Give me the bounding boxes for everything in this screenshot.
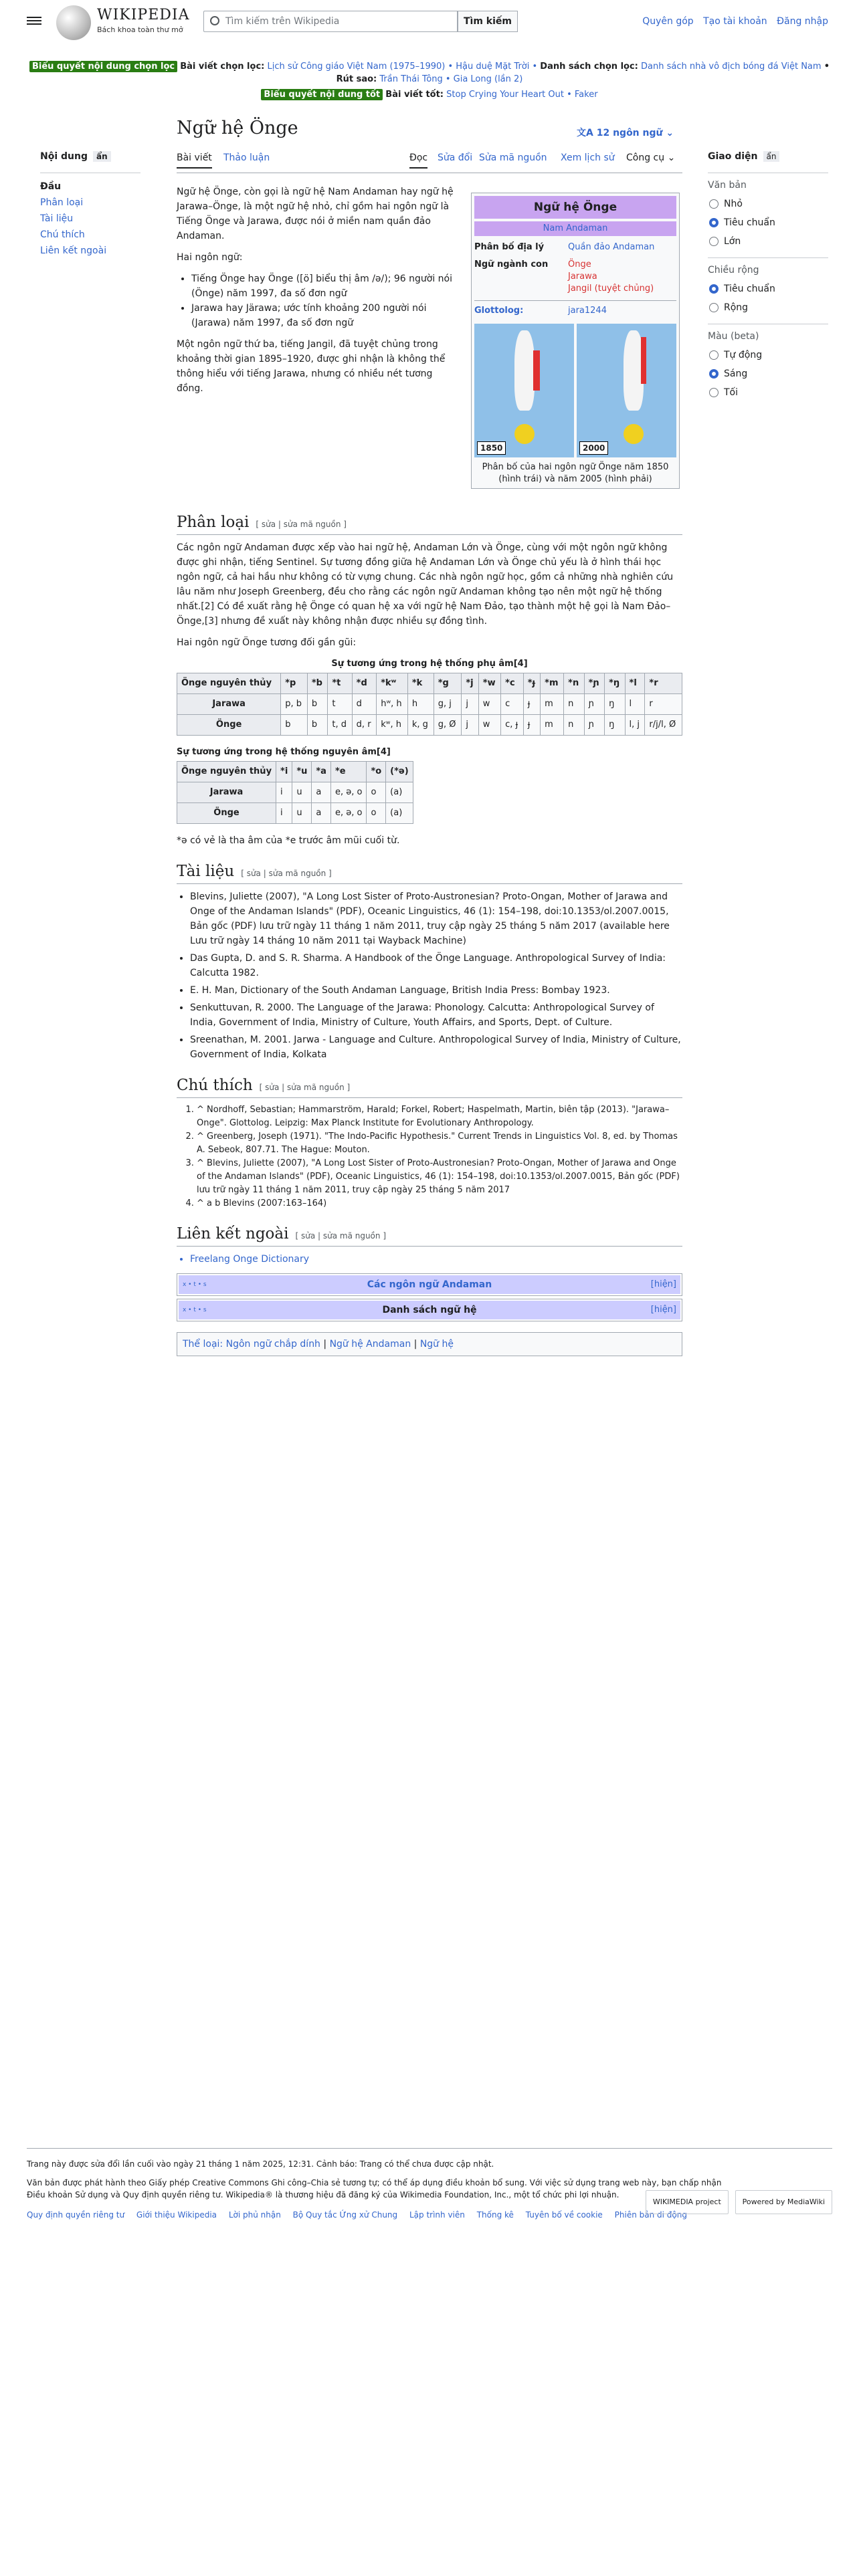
map-year: 1850 [477,441,506,455]
table-row [177,803,413,824]
infobox-caption: Phân bố của hai ngôn ngữ Önge năm 1850 (hình trái) và năm 2005 (hình phải) [482,462,669,484]
search-input[interactable]: Tìm kiếm trên Wikipedia [203,11,458,32]
category-label[interactable]: Thể loại: [183,1339,223,1350]
tab-article[interactable]: Bài viết [177,152,212,169]
table-header-cell: *l [625,673,645,694]
list-item: • Jarawa hay Järawa; ước tính khoảng 200 người nói (Jarawa) năm 1997, đa số đơn ngữ [191,301,458,330]
table-cell: r [645,694,682,715]
footer-link[interactable]: Quy định quyền riêng tư [27,2210,125,2220]
radio-label: Nhỏ [724,199,743,209]
footnote-item: 4. ^ a b Blevins (2007:163–164) [197,1197,682,1210]
tab-edit-source[interactable]: Sửa mã nguồn [479,152,547,163]
table-cell: a [312,803,331,824]
banner-label: • Rút sao: [336,62,830,84]
table-caption: Sự tương ứng trong hệ thống nguyên âm[4] [177,747,391,757]
table-cell: Önge [177,803,276,824]
tools-label: Công cụ [626,152,665,163]
map-1850[interactable] [474,324,574,457]
text-size-standard[interactable] [708,217,828,228]
toc-item-top[interactable]: Đầu [40,181,62,192]
table-header-cell: *d [352,673,377,694]
tab-talk[interactable]: Thảo luận [223,152,270,163]
table-header-cell: *b [307,673,328,694]
sitenotice-banner [27,60,832,101]
toc-item-classification[interactable]: Phân loại [40,197,84,208]
table-cell: b [307,715,328,736]
table-cell: Jarawa [177,782,276,803]
table-header-cell: *kʷ [377,673,408,694]
table-cell: h [407,694,434,715]
table-of-contents [40,151,140,261]
table-cell: i [276,782,292,803]
reference-item: • Sreenathan, M. 2001. Jarwa - Language and Culture. Anthropological Survey of India, Ministry of Culture, Government of India, Kolkata [190,1033,682,1062]
site-header [0,0,859,47]
table-header-cell: *w [478,673,500,694]
table-row [177,694,682,715]
heading-text: Chú thích [177,1077,253,1094]
table-cell: m [541,694,564,715]
table-note: *ə có vẻ là tha âm của *e trước âm mũi cuối từ. [177,835,400,846]
toc-item-notes[interactable]: Chú thích [40,229,85,240]
category-item[interactable]: Ngôn ngữ chắp dính [225,1339,320,1350]
table-cell: hʷ, h [377,694,408,715]
color-label: Màu (beta) [708,331,759,342]
vote-good-badge[interactable]: Biểu quyết nội dung tốt [261,89,383,100]
heading-text: Tài liệu [177,863,235,880]
table-cell: Önge [177,715,281,736]
heading-text: Liên kết ngoài [177,1225,289,1243]
page-title: Ngữ hệ Önge [177,118,298,138]
map-2000[interactable] [577,324,676,457]
tab-edit[interactable]: Sửa đổi [438,152,473,163]
consonant-table [177,673,682,736]
table-row [177,782,413,803]
table-cell: kʷ, h [377,715,408,736]
user-links [636,16,828,27]
table-cell: g, Ø [434,715,462,736]
banner-link[interactable]: Lịch sử Công giáo Việt Nam (1975–1990) • Hậu duệ Mặt Trời • [267,62,538,72]
infobox-value[interactable]: jara1244 [568,306,607,316]
footnote-item: 1. ^ Nordhoff, Sebastian; Hammarström, Harald; Forkel, Robert; Haspelmath, Martin, biên tập (2013). "Jarawa–Onge". Glottolog. Leipzig: Max Planck Institute for Evolutionary Anthropology. [197,1103,682,1130]
reference-item: • E. H. Man, Dictionary of the South Andaman Language, British India Press: Bombay 1923. [190,983,682,998]
table-cell: e, ə, o [330,803,366,824]
category-item[interactable]: Ngữ hệ Andaman [329,1339,411,1350]
banner-label: Bài viết tốt: [385,90,444,100]
infobox [471,193,680,489]
tab-history[interactable]: Xem lịch sử [561,152,615,163]
intro-paragraph: Hai ngôn ngữ: [177,252,243,263]
table-cell: b [307,694,328,715]
radio-label: Tự động [724,350,763,360]
table-header-cell: *m [541,673,564,694]
footer-link[interactable]: Tuyên bố về cookie [525,2210,603,2220]
banner-label: Danh sách chọn lọc: [540,62,638,72]
navbox-title[interactable]: Danh sách ngữ hệ [382,1305,477,1315]
intro-paragraph: Ngữ hệ Önge, còn gọi là ngữ hệ Nam Andaman hay ngữ hệ Jarawa–Önge, là một ngữ hệ nhỏ, chỉ gồm hai ngôn ngữ là Tiếng Önge và Jarawa, được nói ở miền nam quần đảo Andaman. [177,187,454,241]
table-cell: l [625,694,645,715]
radio-label: Sáng [724,368,748,379]
map-year: 2000 [579,441,608,455]
language-button[interactable]: 文A 12 ngôn ngữ ⌄ [577,128,674,138]
table-header-cell: *ɟ [523,673,540,694]
table-header-cell: *o [367,762,386,782]
appearance-panel [708,151,828,406]
table-cell: t [328,694,352,715]
table-cell: o [367,803,386,824]
table-caption: Sự tương ứng trong hệ thống phụ âm[4] [331,659,528,669]
create-account-link[interactable]: Tạo tài khoản [703,16,767,27]
banner-link[interactable]: Trần Thái Tông • Gia Long (lần 2) [379,74,523,84]
toc-item-references[interactable]: Tài liệu [40,213,74,224]
table-header-cell: *p [281,673,308,694]
navbox-title[interactable]: Các ngôn ngữ Andaman [367,1279,492,1290]
table-header-cell: *r [645,673,682,694]
radio-label: Rộng [724,302,749,313]
text-size-large[interactable] [708,236,828,247]
table-cell: w [478,715,500,736]
external-link[interactable]: • Freelang Onge Dictionary [190,1252,682,1267]
main-menu-icon[interactable] [27,15,41,27]
text-size-label: Văn bản [708,180,747,191]
width-label: Chiều rộng [708,265,759,276]
table-cell: ŋ [605,715,625,736]
toc-title: Nội dung [40,151,88,162]
radio-label: Tiêu chuẩn [724,284,775,294]
banner-link[interactable]: Danh sách nhà vô địch bóng đá Việt Nam [641,62,822,72]
table-cell: r/j/l, Ø [645,715,682,736]
footnote-item: 3. ^ Blevins, Juliette (2007), "A Long Lost Sister of Proto-Austronesian? Proto-Ongan, Mother of Jarawa and Onge of the Andaman Islands" (PDF), Oceanic Linguistics, 46 (1): 154–198, doi:10.1353/ol.2007.0015, Bản gốc (PDF) lưu trữ ngày 11 tháng 1 năm 2011, truy cập ngày 25 tháng 5 năm 2017 [197,1157,682,1197]
intro-paragraph: Một ngôn ngữ thứ ba, tiếng Jangil, đã tuyệt chủng trong khoảng thời gian 1895–1920, được ghi nhận là không thể thông hiểu với tiếng Jarawa, nhưng có nhiều nét tương đồng. [177,339,446,394]
edit-section-link[interactable]: [ sửa | sửa mã nguồn ] [256,520,347,529]
footer-link[interactable]: Lời phủ nhận [228,2210,281,2220]
table-header-cell: *n [564,673,584,694]
article-content [177,185,682,1356]
table-cell: w [478,694,500,715]
paragraph: Các ngôn ngữ Andaman được xếp vào hai ngữ hệ, Andaman Lớn và Önge, cùng với một ngôn ngữ không được ghi nhận, tiếng Sentinel. Sự tương đồng giữa hệ Andaman Lớn và Önge chủ yếu là ở hình thái học ngôn ngữ, cả hai hầu như không có từ vựng chung. Các nhà ngôn ngữ học, gồm cả những nhà nghiên cứu lâu năm như Joseph Greenberg, đều cho rằng các ngôn ngữ Andaman không tạo nên một ngữ hệ thống nhất.[2] Có đề xuất rằng hệ Önge có quan hệ xa với ngữ hệ Nam Đảo, tạo thành một hệ gọi là Nam Đảo–Önge,[3] nhưng đề xuất này không nhận được nhiều sự đồng tình. [177,542,674,627]
vote-featured-badge[interactable]: Biểu quyết nội dung chọn lọc [29,61,177,72]
footer-link[interactable]: Thống kê [476,2210,514,2220]
infobox-value[interactable]: Jangil (tuyệt chủng) [568,284,654,294]
table-header-cell: *a [312,762,331,782]
table-cell: ɲ [584,715,604,736]
edit-section-link[interactable]: [ sửa | sửa mã nguồn ] [295,1231,387,1241]
wikipedia-logo-icon[interactable] [56,5,91,40]
table-header-cell: *j [462,673,478,694]
table-cell: m [541,715,564,736]
category-item[interactable]: Ngữ hệ [419,1339,454,1350]
table-cell: e, ə, o [330,782,366,803]
edit-section-link[interactable]: [ sửa | sửa mã nguồn ] [241,869,332,878]
table-header-cell: *t [328,673,352,694]
table-cell: ɟ [523,715,540,736]
radio-label: Tối [724,387,739,398]
search-button[interactable]: Tìm kiếm [458,11,518,32]
vowel-table [177,761,413,824]
table-cell: b [281,715,308,736]
infobox-key[interactable]: Glottolog: [474,306,524,316]
table-cell: d [352,694,377,715]
infobox-subtitle[interactable]: Nam Andaman [474,221,676,236]
infobox-key: Ngữ ngành con [474,259,549,270]
footer-link[interactable]: Phiên bản di động [614,2210,687,2220]
page-footer [27,2148,832,2221]
table-cell: a [312,782,331,803]
navbox-vte[interactable]: x • t • s [183,1281,207,1288]
width-standard[interactable] [708,284,828,294]
table-header-cell: *k [407,673,434,694]
table-cell: ŋ [605,694,625,715]
table-header-cell: *ŋ [605,673,625,694]
infobox-value[interactable]: Önge [568,259,591,270]
page-tabs [177,152,682,173]
table-cell: u [292,803,312,824]
table-cell: n [564,715,584,736]
table-cell: i [276,803,292,824]
table-cell: ɟ [523,694,540,715]
reference-item: • Blevins, Juliette (2007), "A Long Lost Sister of Proto-Austronesian? Proto-Ongan, Mother of Jarawa and Onge of the Andaman Islands" (PDF), Oceanic Linguistics, 46 (1): 154–198, doi:10.1353/ol.2007.0015, Bản gốc (PDF) lưu trữ ngày 11 tháng 1 năm 2011, truy cập ngày 25 tháng 5 năm 2017 (available here Lưu trữ ngày 14 tháng 10 năm 2011 tại Wayback Machine) [190,889,682,948]
table-header-cell: *c [501,673,524,694]
infobox-value[interactable]: Jarawa [568,272,597,282]
table-cell: d, r [352,715,377,736]
infobox-value[interactable]: Quần đảo Andaman [568,242,655,252]
paragraph: Hai ngôn ngữ Önge tương đối gần gũi: [177,637,357,648]
section-heading-classification [177,515,682,535]
tab-read[interactable]: Đọc [409,152,427,169]
table-header-cell: *g [434,673,462,694]
table-cell: k, g [407,715,434,736]
translate-icon: 文A [577,128,597,138]
color-auto[interactable] [708,350,828,360]
banner-label: Bài viết chọn lọc: [180,62,265,72]
table-header-cell: (*ə) [386,762,413,782]
table-header-cell: *e [330,762,366,782]
footer-link[interactable]: Bộ Quy tắc Ứng xử Chung [292,2210,398,2220]
footnote-item: 2. ^ Greenberg, Joseph (1971). "The Indo-Pacific Hypothesis." Current Trends in Linguistics Vol. 8, ed. by Thomas A. Sebeok, 807.71. The Hague: Mouton. [197,1130,682,1157]
radio-label: Lớn [724,236,741,247]
toc-item-external-links[interactable]: Liên kết ngoài [40,245,107,256]
tools-menu[interactable]: Công cụ ⌄ [626,152,676,163]
navbox-show-button[interactable]: [hiện] [650,1305,676,1315]
table-cell: ɲ [584,694,604,715]
table-header-cell: *u [292,762,312,782]
table-cell: o [367,782,386,803]
logo-wordmark[interactable]: WIKIPEDIA [97,7,190,23]
edit-section-link[interactable]: [ sửa | sửa mã nguồn ] [259,1083,351,1092]
toc-hide-button[interactable]: ẩn [93,151,111,162]
table-header-cell: Önge nguyên thủy [177,762,276,782]
table-cell: p, b [281,694,308,715]
distribution-maps [474,324,676,457]
language-count: 12 ngôn ngữ [596,128,663,138]
reference-item: • Das Gupta, D. and S. R. Sharma. A Handbook of the Önge Language. Anthropological Survey of India: Calcutta 1982. [190,951,682,980]
table-cell: j [462,694,478,715]
reference-item: • Senkuttuvan, R. 2000. The Language of the Jarawa: Phonology. Calcutta: Anthropological Survey of India, Government of India, Ministry of Culture, Youth Affairs, and Sports, Dept. of Culture. [190,1000,682,1030]
donate-link[interactable]: Quyên góp [642,16,694,27]
table-cell: (a) [386,782,413,803]
footer-link[interactable]: Giới thiệu Wikipedia [136,2210,217,2220]
footer-link[interactable]: Lập trình viên [409,2210,465,2220]
table-header-cell: *i [276,762,292,782]
heading-text: Phân loại [177,514,250,531]
section-heading-references [177,864,682,884]
navbox-vte[interactable]: x • t • s [183,1307,207,1313]
appearance-title: Giao diện [708,151,758,162]
list-item: • Tiếng Önge hay Önge ([ö] biểu thị âm /ə/); 96 người nói (Önge) năm 1997, đa số đơn ngữ [191,272,458,301]
table-header-cell: Önge nguyên thủy [177,673,281,694]
text-size-small[interactable] [708,199,828,209]
logo-tagline: Bách khoa toàn thư mở [97,25,183,34]
table-cell: Jarawa [177,694,281,715]
category-links: Thể loại: Ngôn ngữ chắp dính | Ngữ hệ Andaman | Ngữ hệ [177,1332,682,1356]
radio-label: Tiêu chuẩn [724,217,775,228]
mediawiki-badge[interactable]: Powered by MediaWiki [735,2190,832,2214]
table-header-cell: *ɲ [584,673,604,694]
table-row [177,715,682,736]
search-icon [210,16,219,25]
infobox-title: Ngữ hệ Önge [474,196,676,219]
table-cell: j [462,715,478,736]
infobox-key: Phân bố địa lý [474,242,545,252]
table-cell: c [501,694,524,715]
table-cell: c, ɟ [501,715,524,736]
appearance-hide-button[interactable]: ẩn [763,151,780,162]
section-heading-notes [177,1078,682,1098]
table-cell: t, d [328,715,352,736]
section-heading-external-links [177,1226,682,1247]
table-cell: n [564,694,584,715]
last-modified: Trang này được sửa đổi lần cuối vào ngày 21 tháng 1 năm 2025, 12:31. Cảnh báo: Trang có thể chưa được cập nhật. [27,2159,494,2169]
navbox-andaman [177,1273,682,1296]
navbox-show-button[interactable]: [hiện] [650,1279,676,1289]
table-cell: g, j [434,694,462,715]
table-cell: u [292,782,312,803]
color-dark[interactable] [708,387,828,398]
table-cell: (a) [386,803,413,824]
banner-link[interactable]: Stop Crying Your Heart Out • Faker [446,90,598,100]
navbox-families [177,1299,682,1321]
wikimedia-badge[interactable]: WIKIMEDIA project [646,2190,729,2214]
width-wide[interactable] [708,302,828,313]
color-light[interactable] [708,368,828,379]
license-text: Văn bản được phát hành theo Giấy phép Creative Commons Ghi công–Chia sẻ tương tự; có thể áp dụng điều khoản bổ sung. Với việc sử dụng trang web này, bạn chấp nhận Điều khoản Sử dụng và Quy định quyền riêng tư. Wikipedia® là thương hiệu đã đăng ký của Wikimedia Foundation, Inc., một tổ chức phi lợi nhuận. [27,2178,722,2199]
login-link[interactable]: Đăng nhập [777,16,828,27]
table-cell: l, j [625,715,645,736]
